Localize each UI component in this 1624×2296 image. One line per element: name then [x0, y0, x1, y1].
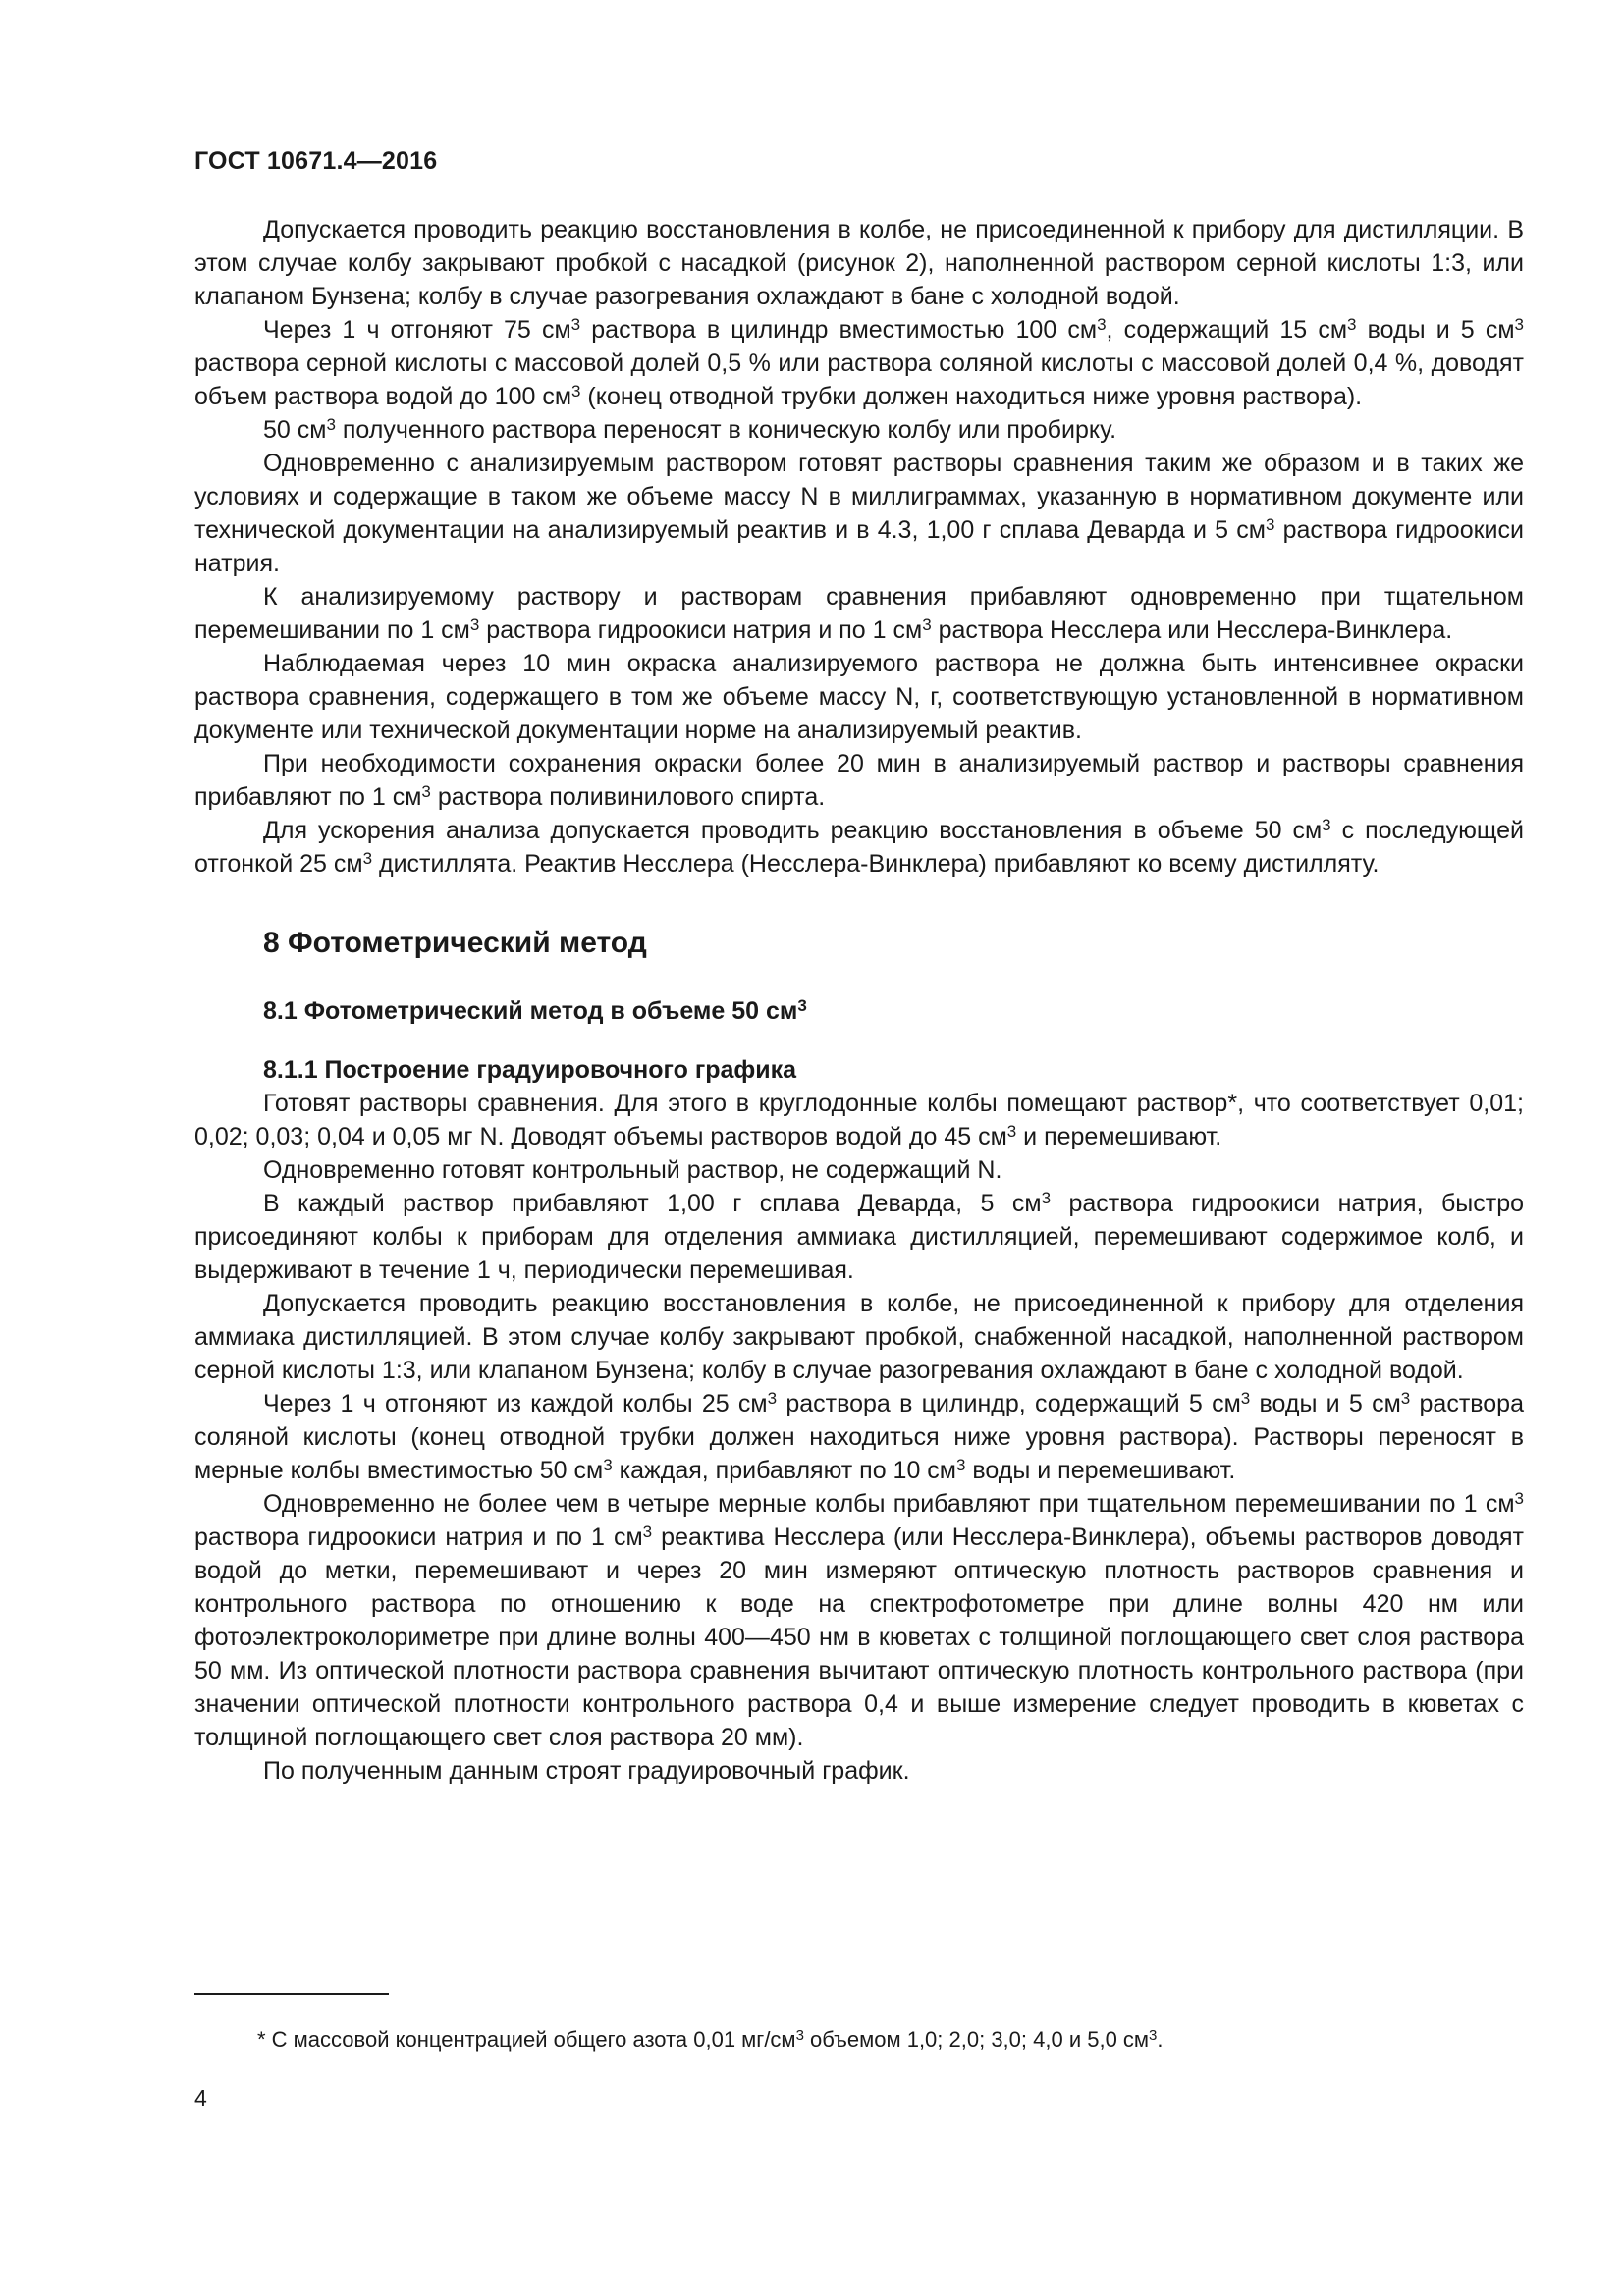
superscript: 3	[767, 1389, 778, 1408]
text-run: Одновременно готовят контрольный раствор, не содержащий N.	[263, 1156, 1002, 1184]
text-run: , содержащий 15 см	[1106, 316, 1348, 344]
text-run: раствора гидроокиси натрия, быстро присоединяют колбы к приборам для отделения аммиака дистилляцией, перемешивают содержимое колб, и выдерживают в течение 1 ч, периодически перемешивая.	[194, 1190, 1525, 1284]
superscript: 3	[795, 2027, 804, 2044]
section-8-1-heading-text: 8.1 Фотометрический метод в объеме 50 см	[263, 997, 798, 1025]
superscript: 3	[469, 615, 480, 634]
superscript: 3	[1097, 315, 1107, 334]
section-8-1-1-body	[194, 1087, 1524, 1788]
text-run: Через 1 ч отгоняют из каждой колбы 25 см	[263, 1390, 768, 1417]
text-run: Готовят растворы сравнения. Для этого в круглодонные колбы помещают раствор*, что соответствует 0,01; 0,02; 0,03; 0,04 и 0,05 мг N. Доводят объемы растворов водой до 45 см	[194, 1090, 1524, 1150]
paragraph	[194, 1087, 1524, 1153]
text-run: раствора Несслера или Несслера-Винклера.	[931, 616, 1453, 644]
superscript: 3	[362, 849, 373, 868]
document-header: ГОСТ 10671.4—2016	[194, 147, 438, 175]
paragraph	[194, 747, 1524, 814]
text-run: Допускается проводить реакцию восстановления в колбе, не присоединенной к прибору для дистилляции. В этом случае колбу закрывают пробкой с насадкой (рисунок 2), наполненной раствором серной кислоты 1:3, или клапаном Бунзена; колбу в случае разогревания охлаждают в бане с холодной водой.	[194, 216, 1524, 310]
text-run: дистиллята. Реактив Несслера (Несслера-Винклера) прибавляют ко всему дистилляту.	[372, 850, 1380, 878]
footnote	[257, 2025, 1164, 2055]
footnote-divider	[194, 1993, 389, 1995]
section-8-1-heading-sup: 3	[797, 996, 807, 1015]
superscript: 3	[1265, 515, 1275, 534]
text-run: реактива Несслера (или Несслера-Винклера), объемы растворов доводят водой до метки, перемешивают и через 20 мин измеряют оптическую плотность растворов сравнения и контрольного раствора по отношению к воде на спектрофотометре при длине волны 420 нм или фотоэлектроколориметре при длине волны 400—450 нм в кюветах с толщиной поглощающего свет слоя раствора 50 мм. Из оптической плотности раствора сравнения вычитают оптическую плотность контрольного раствора (при значении оптической плотности контрольного раствора 0,4 и выше измерение следует проводить в кюветах с толщиной поглощающего свет слоя раствора 20 мм).	[194, 1523, 1524, 1751]
page-body	[194, 147, 1524, 1788]
text-run: Допускается проводить реакцию восстановления в колбе, не присоединенной к прибору для отделения аммиака дистилляцией. В этом случае колбу закрывают пробкой, снабженной насадкой, наполненной раствором серной кислоты 1:3, или клапаном Бунзена; колбу в случае разогревания охлаждают в бане с холодной водой.	[194, 1290, 1524, 1384]
section-8-1-1-heading: 8.1.1 Построение градуировочного графика	[263, 1056, 797, 1084]
text-run: раствора гидроокиси натрия и по 1 см	[194, 1523, 643, 1551]
paragraph	[194, 1487, 1524, 1754]
section-8-1-heading	[263, 994, 1524, 1028]
text-run: с последующей отгонкой 25 см	[194, 817, 1524, 878]
paragraph	[194, 1387, 1524, 1487]
text-run: каждая, прибавляют по 10 см	[612, 1457, 956, 1484]
text-run: и перемешивают.	[1016, 1123, 1222, 1150]
superscript: 3	[956, 1456, 966, 1474]
paragraph	[194, 814, 1524, 881]
text-run: раствора в цилиндр, содержащий 5 см	[777, 1390, 1241, 1417]
text-run: раствора серной кислоты с массовой долей 0,5 % или раствора соляной кислоты с массовой долей 0,4 %, доводят объем раствора водой до 100 см	[194, 349, 1524, 410]
superscript: 3	[1347, 315, 1357, 334]
paragraph	[194, 1754, 1524, 1788]
superscript: 3	[421, 782, 431, 801]
text-run: воды и 5 см	[1356, 316, 1515, 344]
superscript: 3	[570, 315, 581, 334]
text-run: воды и 5 см	[1250, 1390, 1401, 1417]
text-run: (конец отводной трубки должен находиться ниже уровня раствора).	[580, 383, 1363, 410]
text-run: Одновременно с анализируемым раствором готовят растворы сравнения таким же образом и в таких же условиях и содержащие в таком же объеме массу N в миллиграммах, указанную в нормативном документе или технической документации на анализируемый реактив и в 4.3, 1,00 г сплава Деварда и 5 см	[194, 450, 1524, 544]
text-run: объемом 1,0; 2,0; 3,0; 4,0 и 5,0 см	[803, 2027, 1150, 2052]
text-run: раствора гидроокиси натрия.	[194, 516, 1524, 577]
paragraph	[194, 1287, 1524, 1387]
paragraph	[194, 580, 1524, 647]
superscript: 3	[642, 1522, 653, 1541]
text-run: Через 1 ч отгоняют 75 см	[263, 316, 571, 344]
paragraph	[194, 447, 1524, 580]
paragraph	[194, 313, 1524, 413]
superscript: 3	[326, 415, 336, 434]
superscript: 3	[1514, 315, 1524, 334]
text-run: Для ускорения анализа допускается проводить реакцию восстановления в объеме 50 см	[263, 817, 1323, 844]
superscript: 3	[1041, 1189, 1052, 1207]
superscript: 3	[571, 382, 581, 400]
superscript: 3	[1149, 2027, 1158, 2044]
text-run: полученного раствора переносят в коническую колбу или пробирку.	[335, 416, 1117, 444]
paragraph	[194, 1153, 1524, 1187]
text-run: раствора в цилиндр вместимостью 100 см	[580, 316, 1098, 344]
superscript: 3	[603, 1456, 613, 1474]
text-run: 50 см	[263, 416, 327, 444]
superscript: 3	[1400, 1389, 1411, 1408]
text-run: При необходимости сохранения окраски более 20 мин в анализируемый раствор и растворы сравнения прибавляют по 1 см	[194, 750, 1524, 811]
paragraph	[194, 413, 1524, 447]
section-7-continuation	[194, 213, 1524, 881]
superscript: 3	[1240, 1389, 1251, 1408]
text-run: Наблюдаемая через 10 мин окраска анализируемого раствора не должна быть интенсивнее окраски раствора сравнения, содержащего в том же объеме массу N, г, соответствующую установленной в нормативном документе или технической документации норме на анализируемый реактив.	[194, 650, 1524, 744]
paragraph	[194, 213, 1524, 313]
text-run: Одновременно не более чем в четыре мерные колбы прибавляют при тщательном перемешивании по 1 см	[263, 1490, 1515, 1518]
paragraph	[194, 647, 1524, 747]
paragraph	[194, 1187, 1524, 1287]
text-run: раствора гидроокиси натрия и по 1 см	[479, 616, 923, 644]
text-run: К анализируемому раствору и растворам сравнения прибавляют одновременно при тщательном перемешивании по 1 см	[194, 583, 1524, 644]
superscript: 3	[922, 615, 932, 634]
page-number: 4	[194, 2085, 207, 2110]
section-8-heading: 8 Фотометрический метод	[263, 927, 647, 959]
text-run: раствора соляной кислоты (конец отводной трубки должен находиться ниже уровня раствора). Растворы переносят в мерные колбы вместимостью 50 см	[194, 1390, 1524, 1484]
superscript: 3	[1006, 1122, 1017, 1141]
superscript: 3	[1514, 1489, 1524, 1508]
text-run: воды и перемешивают.	[965, 1457, 1236, 1484]
superscript: 3	[1322, 816, 1331, 834]
text-run: По полученным данным строят градуировочный график.	[263, 1757, 910, 1785]
text-run: раствора поливинилового спирта.	[430, 783, 826, 811]
text-run: .	[1157, 2027, 1164, 2052]
text-run: * С массовой концентрацией общего азота 0,01 мг/см	[257, 2027, 796, 2052]
text-run: В каждый раствор прибавляют 1,00 г сплава Деварда, 5 см	[263, 1190, 1042, 1217]
